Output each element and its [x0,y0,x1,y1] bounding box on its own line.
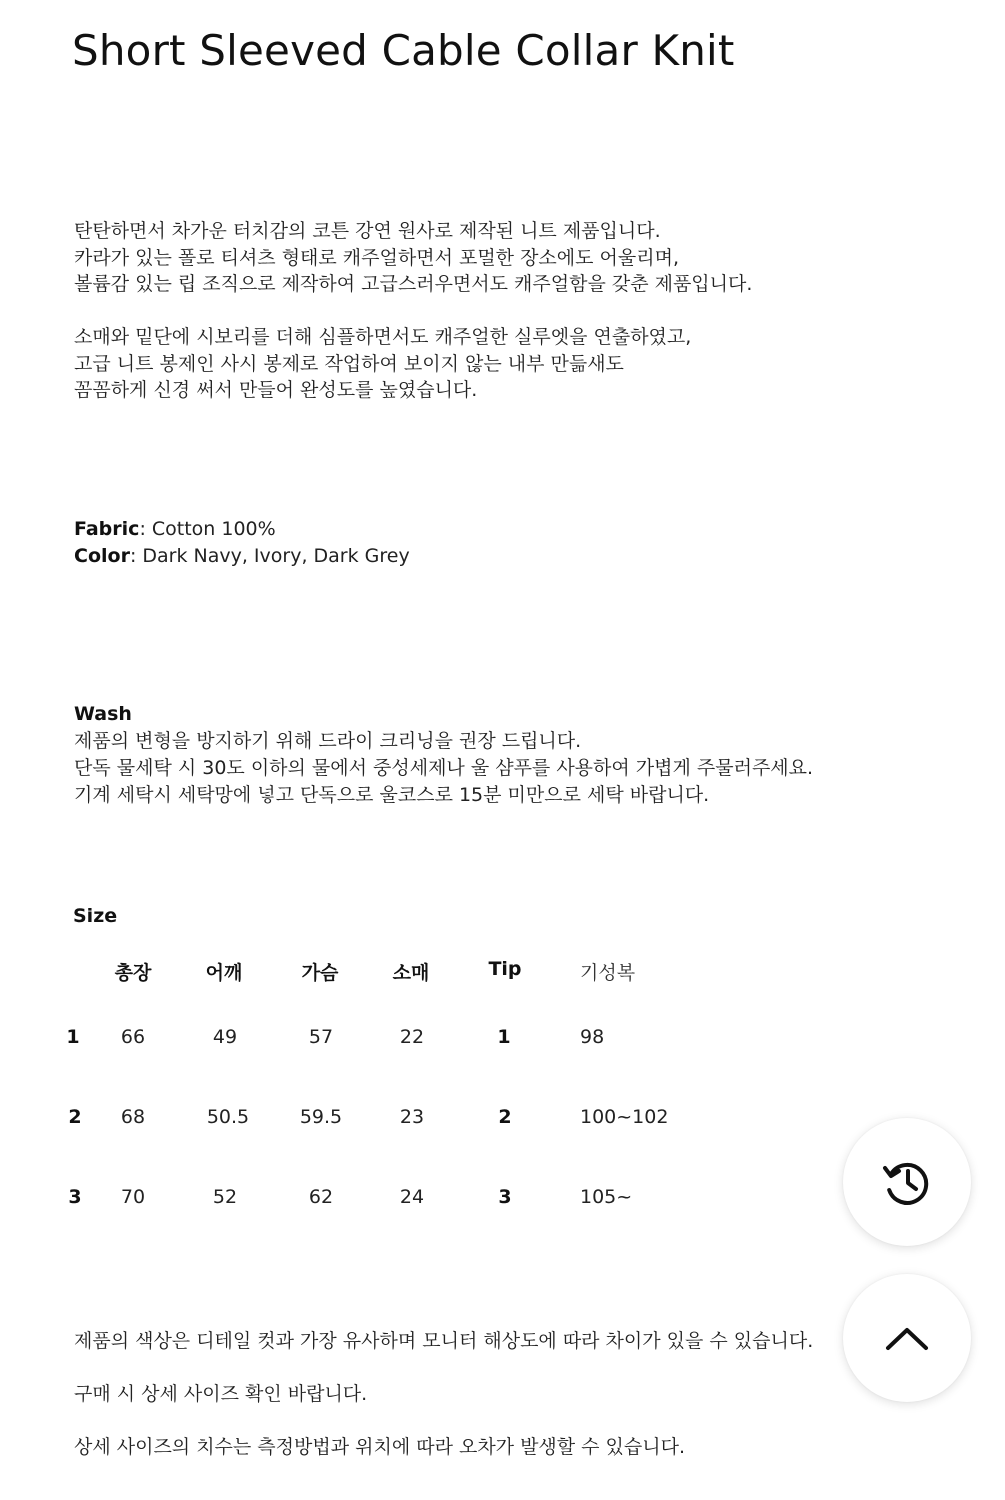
chevron-up-icon [882,1323,932,1353]
description-line: 탄탄하면서 차가운 터치감의 코튼 강연 원사로 제작된 니트 제품입니다. [74,220,661,242]
recent-history-button[interactable] [843,1118,971,1246]
table-cell: 50.5 [206,1106,250,1128]
table-cell: 3 [498,1186,512,1208]
description-line: 꼼꼼하게 신경 써서 만들어 완성도를 높였습니다. [74,379,478,401]
notice-size-check: 구매 시 상세 사이즈 확인 바랍니다. [74,1383,368,1405]
notice-color: 제품의 색상은 디테일 컷과 가장 유사하며 모니터 해상도에 따라 차이가 있을 수 있습니다. [74,1330,814,1352]
size-col-header-length: 총장 [114,962,152,984]
wash-heading: Wash [74,703,132,725]
size-col-header-ready-made: 기성복 [580,962,636,984]
table-cell: 24 [399,1186,425,1208]
table-cell: 66 [120,1026,146,1048]
description-paragraph-2 [74,324,691,404]
table-cell: 52 [212,1186,238,1208]
table-cell: 49 [212,1026,238,1048]
description-line: 고급 니트 봉제인 사시 봉제로 작업하여 보이지 않는 내부 만듦새도 [74,352,624,375]
fabric-label: Fabric [74,518,140,540]
notice-measurement: 상세 사이즈의 치수는 측정방법과 위치에 따라 오차가 발생할 수 있습니다. [74,1436,686,1458]
wash-line: 제품의 변형을 방지하기 위해 드라이 크리닝을 권장 드립니다. [74,730,582,752]
table-cell: 2 [498,1106,512,1128]
size-row-label: 1 [66,1026,80,1048]
size-col-header-shoulder: 어깨 [205,962,243,984]
history-icon [877,1152,937,1212]
size-heading: Size [73,905,118,927]
fabric-row [74,516,410,543]
table-cell: 100~102 [580,1106,669,1128]
table-cell: 22 [399,1026,425,1048]
table-cell: 1 [497,1026,511,1048]
product-title: Short Sleeved Cable Collar Knit [72,26,735,75]
color-label: Color [74,545,130,567]
color-value: : Dark Navy, Ivory, Dark Grey [129,545,410,567]
scroll-to-top-button[interactable] [843,1274,971,1402]
table-cell: 57 [308,1026,334,1048]
table-cell: 70 [120,1186,146,1208]
table-cell: 68 [120,1106,146,1128]
size-col-header-sleeve: 소매 [392,962,430,984]
color-row [74,543,410,570]
table-cell: 23 [399,1106,425,1128]
wash-line: 기계 세탁시 세탁망에 넣고 단독으로 울코스로 15분 미만으로 세탁 바랍니다. [74,784,710,806]
table-cell: 59.5 [299,1106,343,1128]
table-cell: 62 [308,1186,334,1208]
size-col-header-tip: Tip [488,958,522,980]
description-line: 카라가 있는 폴로 티셔츠 형태로 캐주얼하면서 포멀한 장소에도 어울리며, [74,246,679,269]
product-specs [74,516,410,570]
description-line: 볼륨감 있는 립 조직으로 제작하여 고급스러우면서도 캐주얼함을 갖춘 제품입니다. [74,273,753,295]
wash-section [74,701,813,809]
size-row-label: 2 [68,1106,82,1128]
wash-line: 단독 물세탁 시 30도 이하의 물에서 중성세제나 울 샴푸를 사용하여 가볍게 주물러주세요. [74,757,814,779]
description-line: 소매와 밑단에 시보리를 더해 심플하면서도 캐주얼한 실루엣을 연출하였고, [74,326,692,348]
table-cell: 105~ [580,1186,633,1208]
size-row-label: 3 [68,1186,82,1208]
description-paragraph-1 [74,218,752,298]
size-col-header-chest: 가슴 [301,962,339,984]
fabric-value: : Cotton 100% [139,518,276,540]
table-cell: 98 [580,1026,605,1048]
